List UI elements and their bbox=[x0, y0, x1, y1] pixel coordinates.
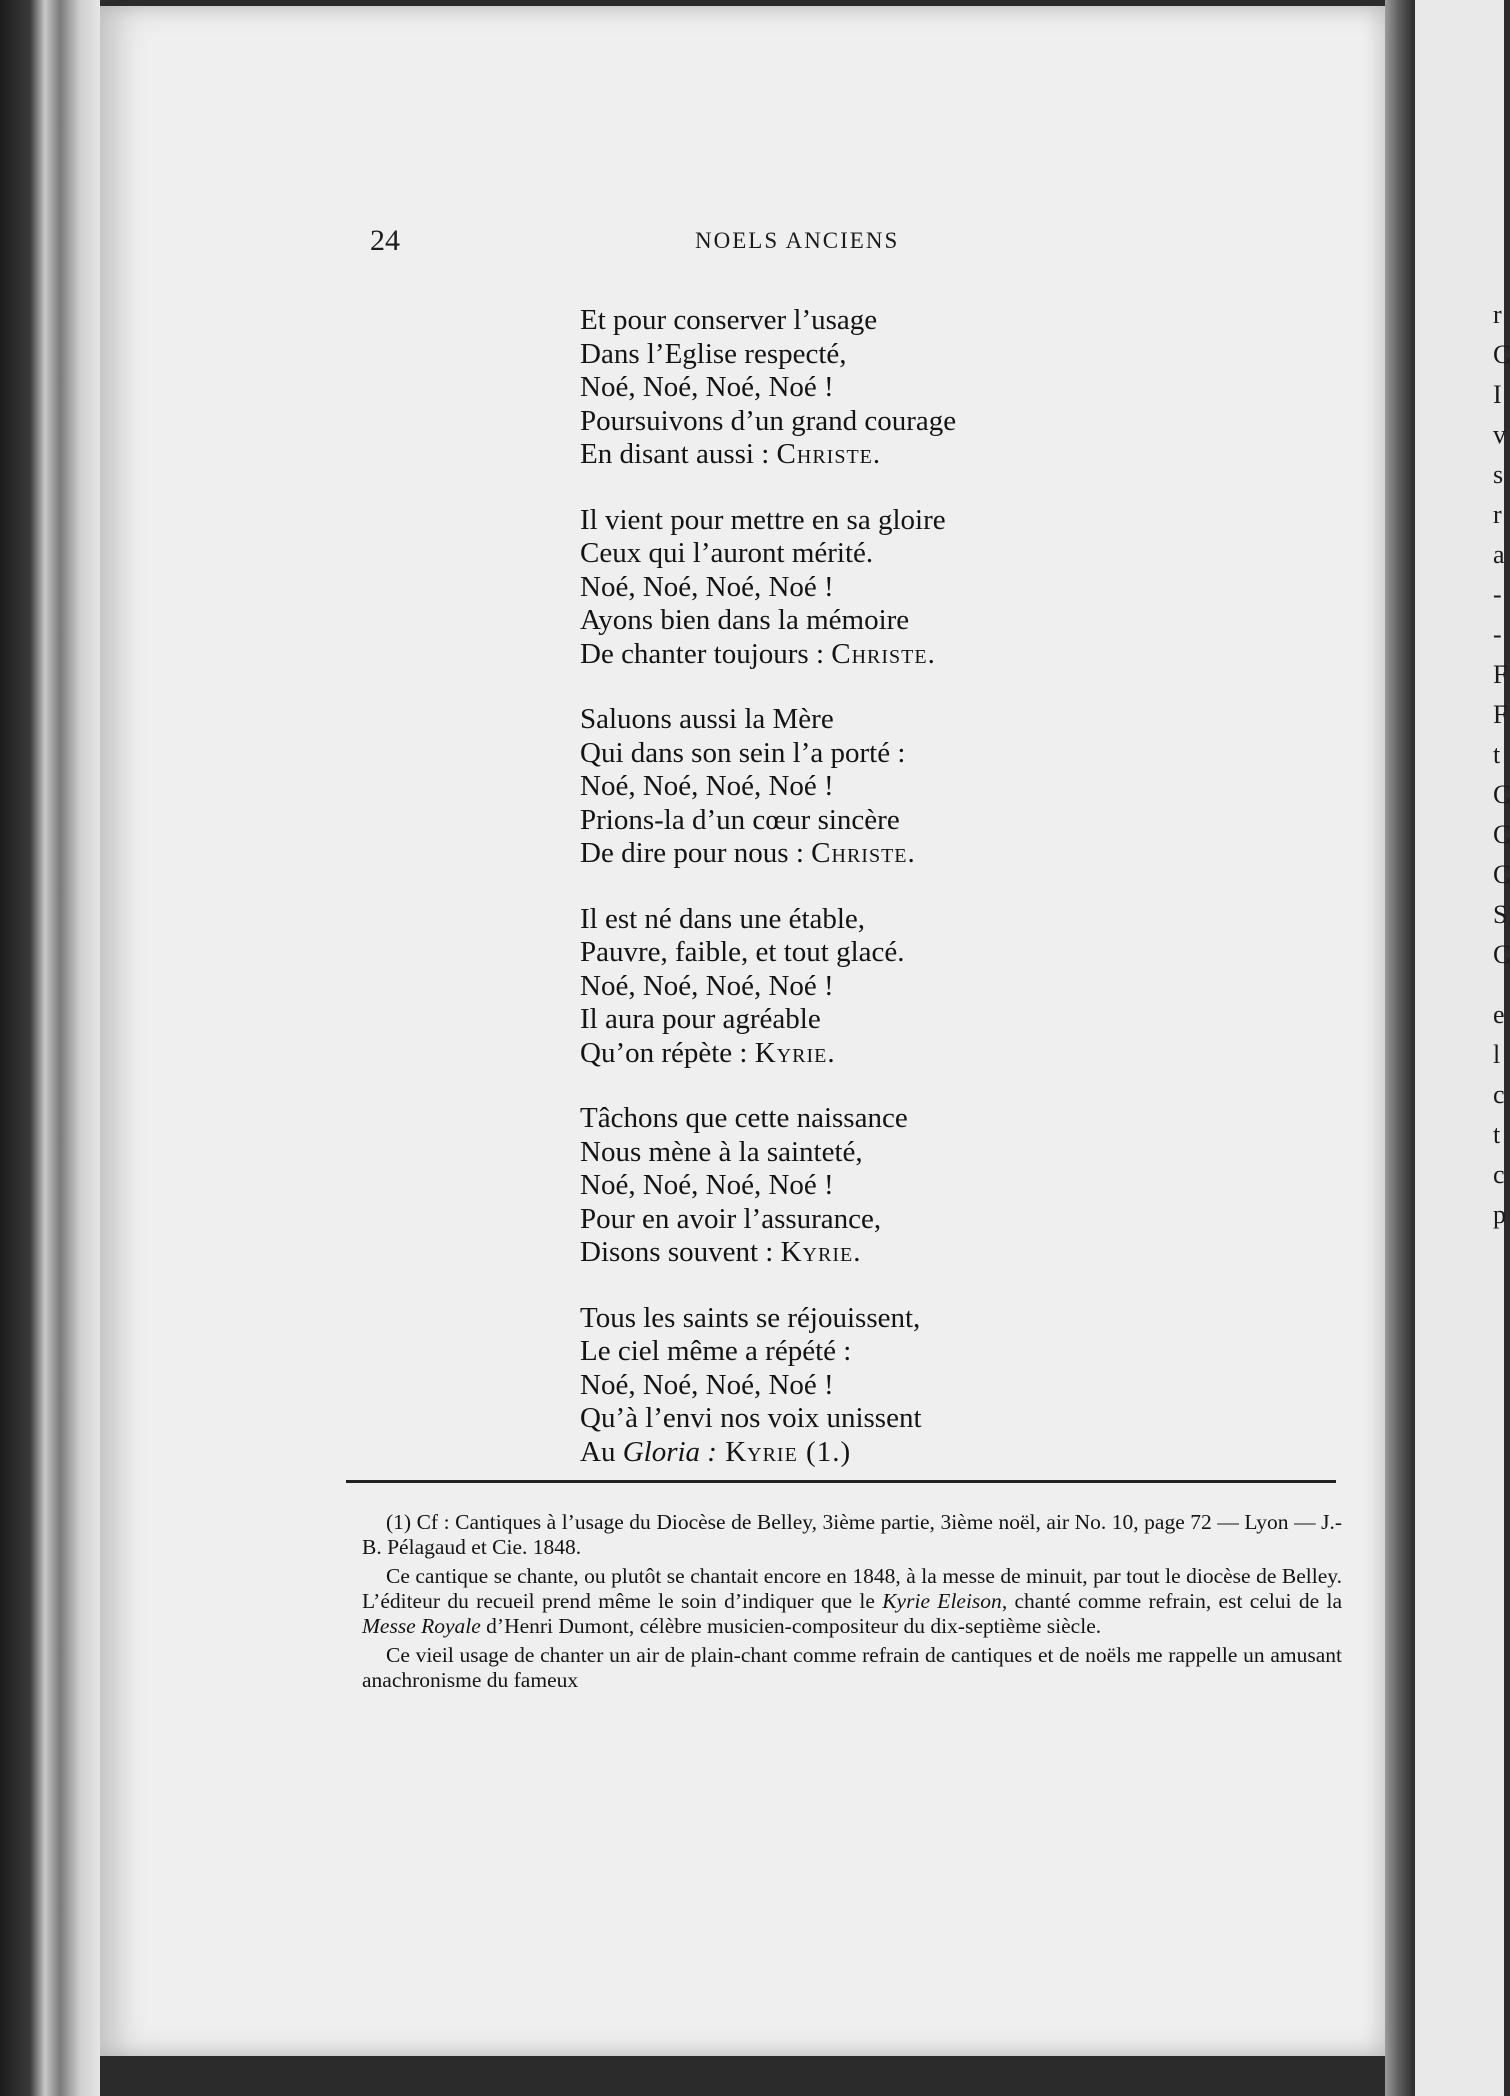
page-header bbox=[100, 224, 1385, 264]
facing-page-letter: c bbox=[1493, 1080, 1505, 1109]
facing-page-letter: l bbox=[1493, 1040, 1501, 1069]
facing-page-letter: a bbox=[1493, 540, 1505, 569]
poem bbox=[580, 304, 1220, 1501]
refrain-word: Christe. bbox=[776, 438, 882, 470]
facing-page-letter: F bbox=[1493, 700, 1508, 729]
facing-page-letter: - bbox=[1493, 620, 1502, 649]
footnote-2: Ce cantique se chante, ou plutôt se chantait encore en 1848, à la messe de minuit, par tout le diocèse de Belley. L’éditeur du recueil prend même le soin d’indiquer que le Kyrie Eleison, chanté comme refrain, est celui de la Messe Royale d’Henri Dumont, célèbre musicien-compositeur du dix-septième siècle. bbox=[362, 1564, 1342, 1638]
poem-line: Il vient pour mettre en sa gloire bbox=[580, 503, 946, 536]
facing-page-letter: r bbox=[1493, 500, 1502, 529]
poem-line: Pour en avoir l’assurance, bbox=[580, 1202, 882, 1235]
poem-line: Noé, Noé, Noé, Noé ! bbox=[580, 371, 834, 403]
facing-page-letter: C bbox=[1493, 340, 1510, 369]
poem-line: Noé, Noé, Noé, Noé ! bbox=[580, 1368, 834, 1401]
poem-line: Noé, Noé, Noé, Noé ! bbox=[580, 969, 834, 1002]
poem-line: Ayons bien dans la mémoire bbox=[580, 604, 910, 636]
facing-page-letter: r bbox=[1493, 300, 1502, 329]
poem-line: Noé, Noé, Noé, Noé ! bbox=[580, 1169, 834, 1201]
refrain-word: Kyrie (1.) bbox=[716, 1435, 852, 1468]
refrain-word: Christe. bbox=[831, 637, 936, 670]
poem-line: Pauvre, faible, et tout glacé. bbox=[580, 936, 905, 968]
facing-page-letter: e bbox=[1493, 1000, 1505, 1029]
footnote-rule bbox=[346, 1480, 1336, 1483]
poem-line-refrain: De chanter toujours : Christe. bbox=[580, 637, 936, 670]
stanza bbox=[580, 903, 1220, 1071]
poem-line-refrain: Qu’on répète : Kyrie. bbox=[580, 1036, 836, 1069]
book-page bbox=[100, 6, 1385, 2056]
facing-page-letter: C bbox=[1493, 780, 1510, 809]
book-binding bbox=[0, 0, 100, 2096]
stanza bbox=[580, 304, 1220, 472]
poem-line: Qui dans son sein l’a porté : bbox=[580, 736, 906, 769]
page-number: 24 bbox=[370, 224, 400, 257]
facing-page-letter: t bbox=[1493, 1120, 1501, 1149]
poem-line: Tâchons que cette naissance bbox=[580, 1102, 908, 1134]
poem-line-refrain: En disant aussi : Christe. bbox=[580, 438, 882, 470]
poem-line: Tous les saints se réjouissent, bbox=[580, 1301, 921, 1334]
facing-page-letter: t bbox=[1493, 740, 1501, 769]
footnote-1: (1) Cf : Cantiques à l’usage du Diocèse de Belley, 3ième partie, 3ième noël, air No. 10, page 72 — Lyon — J.-B. Pélagaud et Cie. 1848. bbox=[362, 1510, 1342, 1559]
footnote-3: Ce vieil usage de chanter un air de plain-chant comme refrain de cantiques et de noëls me rappelle un amusant anachronisme du fameux bbox=[362, 1643, 1342, 1692]
poem-line: Il aura pour agréable bbox=[580, 1003, 821, 1035]
poem-line: Ceux qui l’auront mérité. bbox=[580, 537, 874, 569]
facing-page-letter: p bbox=[1493, 1200, 1506, 1229]
facing-page-letter: C bbox=[1493, 940, 1510, 969]
facing-page-edge bbox=[1415, 0, 1510, 2096]
poem-line: Noé, Noé, Noé, Noé ! bbox=[580, 770, 834, 802]
footnotes bbox=[362, 1510, 1342, 1697]
facing-page-letter: s bbox=[1493, 460, 1504, 489]
messe-royale-ref: Messe Royale bbox=[362, 1614, 481, 1638]
gloria-italic: Gloria : bbox=[622, 1435, 717, 1468]
running-title: NOELS ANCIENS bbox=[695, 228, 900, 253]
facing-page-letter: v bbox=[1493, 420, 1506, 449]
stanza bbox=[580, 1302, 1220, 1470]
page-gutter bbox=[1385, 0, 1415, 2096]
facing-page-letter: c bbox=[1493, 1160, 1505, 1189]
refrain-word: Kyrie. bbox=[754, 1036, 836, 1069]
poem-line-refrain: De dire pour nous : Christe. bbox=[580, 837, 916, 869]
facing-page-letter: C bbox=[1493, 860, 1510, 889]
facing-page-letter: C bbox=[1493, 820, 1510, 849]
poem-line-refrain: Disons souvent : Kyrie. bbox=[580, 1236, 862, 1268]
poem-line: Saluons aussi la Mère bbox=[580, 703, 834, 735]
stanza bbox=[580, 1102, 1220, 1270]
facing-page-letter: F bbox=[1493, 660, 1508, 689]
poem-line-refrain: Au Gloria : Kyrie (1.) bbox=[580, 1435, 852, 1468]
poem-line: Qu’à l’envi nos voix unissent bbox=[580, 1402, 922, 1434]
poem-line: Et pour conserver l’usage bbox=[580, 304, 878, 336]
poem-line: Noé, Noé, Noé, Noé ! bbox=[580, 570, 834, 603]
refrain-word: Kyrie. bbox=[780, 1236, 862, 1268]
poem-line: Nous mène à la sainteté, bbox=[580, 1135, 863, 1168]
facing-page-letter: S bbox=[1493, 900, 1508, 929]
kyrie-eleison-ref: Kyrie Eleison bbox=[882, 1589, 1002, 1613]
facing-page-letter: - bbox=[1493, 580, 1502, 609]
stanza bbox=[580, 703, 1220, 871]
refrain-word: Christe. bbox=[811, 837, 916, 869]
poem-line: Dans l’Eglise respecté, bbox=[580, 337, 847, 370]
poem-line: Le ciel même a répété : bbox=[580, 1335, 852, 1367]
poem-line: Prions-la d’un cœur sincère bbox=[580, 803, 900, 836]
stanza bbox=[580, 504, 1220, 672]
poem-line: Poursuivons d’un grand courage bbox=[580, 404, 957, 437]
facing-page-letter: I bbox=[1493, 380, 1502, 409]
poem-line: Il est né dans une étable, bbox=[580, 902, 866, 935]
